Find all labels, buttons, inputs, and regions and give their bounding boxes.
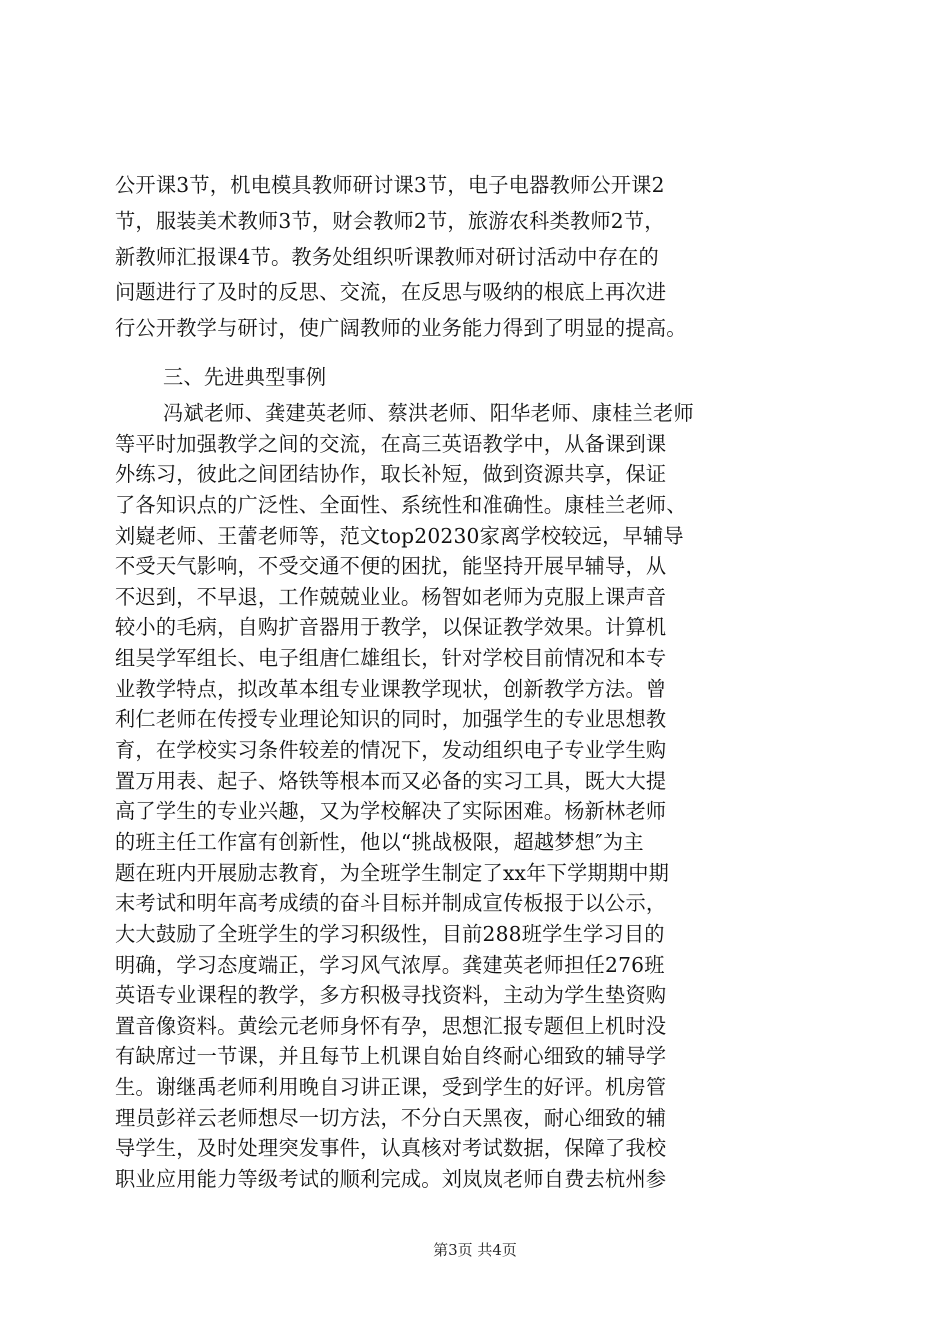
text-line: 利仁老师在传授专业理论知识的同时，加强学生的专业思想教 (115, 707, 667, 732)
text-line: 冯斌老师、龚建英老师、蔡洪老师、阳华老师、康桂兰老师 (163, 401, 694, 425)
text-line: 职业应用能力等级考试的顺利完成。刘岚岚老师自费去杭州参 (115, 1167, 667, 1191)
text-line: 公开课3节，机电模具教师研讨课3节，电子电器教师公开课2 (115, 173, 665, 197)
text-line: 新教师汇报课4节。教务处组织听课教师对研讨活动中存在的 (115, 244, 659, 269)
text-line: 较小的毛病，自购扩音器用于教学，以保证教学效果。计算机 (115, 615, 667, 640)
text-line: 组吴学军组长、电子组唐仁雄组长，针对学校目前情况和本专 (115, 646, 667, 671)
text-line: 置万用表、起子、烙铁等根本而又必备的实习工具，既大大提 (115, 768, 667, 793)
text-line: 问题进行了及时的反思、交流，在反思与吸纳的根底上再次进 (115, 280, 667, 305)
text-line: 业教学特点，拟改革本组专业课教学现状，创新教学方法。曾 (115, 676, 667, 701)
text-line: 刘嶷老师、王蕾老师等，范文top20230家离学校较远，早辅导 (115, 523, 684, 548)
text-line: 英语专业课程的教学，多方积极寻找资料，主动为学生垫资购 (115, 983, 667, 1008)
text-line: 等平时加强教学之间的交流，在高三英语教学中，从备课到课 (115, 431, 667, 456)
section-heading: 三、先进典型事例 (163, 365, 327, 389)
text-line: 高了学生的专业兴趣，又为学校解决了实际困难。杨新林老师 (115, 799, 667, 824)
text-line: 有缺席过一节课，并且每节上机课自始自终耐心细致的辅导学 (115, 1044, 667, 1069)
text-line: 生。谢继禹老师利用晚自习讲正课，受到学生的好评。机房管 (115, 1075, 667, 1100)
text-line: 节，服装美术教师3节，财会教师2节，旅游农科类教师2节， (115, 208, 665, 233)
text-line: 末考试和明年高考成绩的奋斗目标并制成宣传板报于以公示， (115, 891, 667, 916)
page-number-footer: 第3页 共4页 (433, 1241, 517, 1259)
text-line: 了各知识点的广泛性、全面性、系统性和准确性。康桂兰老师、 (115, 492, 687, 517)
text-line: 大大鼓励了全班学生的学习积级性，目前288班学生学习目的 (115, 921, 665, 946)
text-line: 的班主任工作富有创新性，他以“挑战极限，超越梦想″为主 (115, 829, 644, 854)
text-line: 外练习，彼此之间团结协作，取长补短，做到资源共享，保证 (115, 462, 667, 487)
text-line: 行公开教学与研讨，使广阔教师的业务能力得到了明显的提高。 (115, 316, 687, 341)
text-line: 导学生，及时处理突发事件，认真核对考试数据，保障了我校 (115, 1136, 667, 1161)
text-line: 置音像资料。黄绘元老师身怀有孕，思想汇报专题但上机时没 (115, 1013, 667, 1038)
text-line: 明确，学习态度端正，学习风气浓厚。龚建英老师担任276班 (115, 952, 665, 977)
text-line: 题在班内开展励志教育，为全班学生制定了xx年下学期期中期 (115, 860, 670, 885)
text-line: 理员彭祥云老师想尽一切方法，不分白天黑夜，耐心细致的辅 (115, 1105, 667, 1130)
text-line: 不迟到，不早退，工作兢兢业业。杨智如老师为克服上课声音 (115, 584, 667, 609)
text-line: 育，在学校实习条件较差的情况下，发动组织电子专业学生购 (115, 738, 667, 763)
text-line: 不受天气影响，不受交通不便的困扰，能坚持开展早辅导，从 (115, 554, 667, 579)
